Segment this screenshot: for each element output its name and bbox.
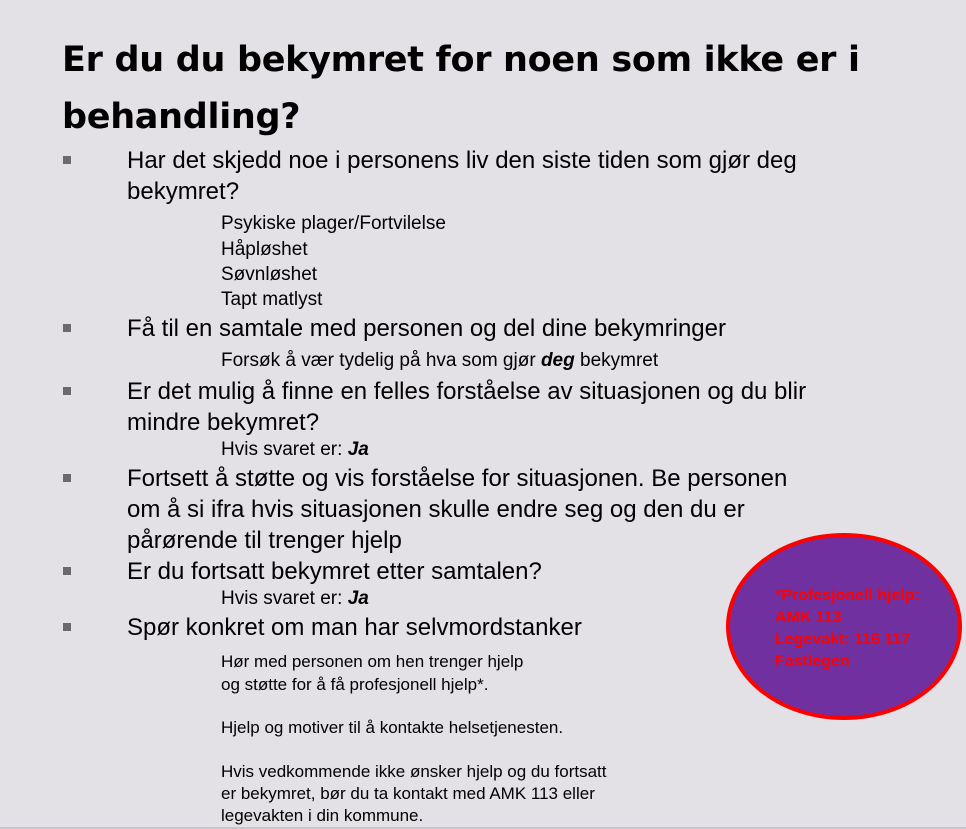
callout-line: Legevakt: 116 117 bbox=[775, 631, 911, 648]
bullet-text-1: Har det skjedd noe i personens liv den siste tiden som gjør deg bekymret? bbox=[127, 147, 797, 205]
sub-text: Hvis svaret er: bbox=[221, 439, 348, 460]
sub-item bbox=[221, 586, 781, 611]
bullet-marker bbox=[63, 324, 71, 332]
bullet-marker bbox=[63, 156, 71, 164]
advice-line: er bekymret, bør du ta kontakt med AMK 113 eller bbox=[221, 784, 595, 803]
callout-line: AMK 113 bbox=[775, 609, 842, 626]
sub-item: Psykiske plager/Fortvilelse bbox=[221, 213, 446, 234]
sub-text: Forsøk å vær tydelig på hva som gjør bbox=[221, 350, 541, 371]
sub-text: Hvis svaret er: bbox=[221, 588, 348, 609]
bullet-marker bbox=[63, 567, 71, 575]
bullet-marker bbox=[63, 623, 71, 631]
sub-item bbox=[221, 437, 781, 462]
help-callout-text bbox=[775, 585, 965, 673]
sub-emphasis: deg bbox=[540, 350, 575, 371]
bullet-text-2: Få til en samtale med personen og del dine bekymringer bbox=[127, 315, 726, 342]
sub-emphasis: Ja bbox=[347, 588, 369, 609]
slide-title: Er du du bekymret for noen som ikke er i behandling? bbox=[62, 40, 860, 137]
sub-item: Søvnløshet bbox=[221, 264, 318, 285]
bullet-text-6: Spør konkret om man har selvmordstanker bbox=[127, 614, 582, 641]
callout-line: Fastlegen bbox=[775, 653, 850, 670]
sub-item: Håpløshet bbox=[221, 239, 308, 260]
bullet-text-4: Fortsett å støtte og vis forståelse for situasjonen. Be personen om å si ifra hvis situasjonen skulle endre seg og den du er pårørende til trenger hjelp bbox=[127, 465, 788, 554]
sub-emphasis: Ja bbox=[347, 439, 369, 460]
advice-line: og støtte for å få profesjonell hjelp*. bbox=[221, 675, 489, 694]
sub-text: bekymret bbox=[574, 350, 659, 371]
callout-heading: *Profesjonell hjelp: bbox=[775, 587, 920, 604]
advice-line: Hvis vedkommende ikke ønsker hjelp og du fortsatt bbox=[221, 762, 607, 781]
advice-line: legevakten i din kommune. bbox=[221, 806, 424, 825]
bullet-marker bbox=[63, 387, 71, 395]
sub-item bbox=[221, 348, 781, 373]
bullet-text-5: Er du fortsatt bekymret etter samtalen? bbox=[127, 558, 542, 585]
bullet-marker bbox=[63, 474, 71, 482]
advice-line: Hør med personen om hen trenger hjelp bbox=[221, 652, 524, 671]
bullet-text-3: Er det mulig å finne en felles forståelse av situasjonen og du blir mindre bekymret? bbox=[127, 378, 807, 436]
sub-item: Tapt matlyst bbox=[221, 289, 323, 310]
advice-line: Hjelp og motiver til å kontakte helsetjenesten. bbox=[221, 718, 564, 737]
